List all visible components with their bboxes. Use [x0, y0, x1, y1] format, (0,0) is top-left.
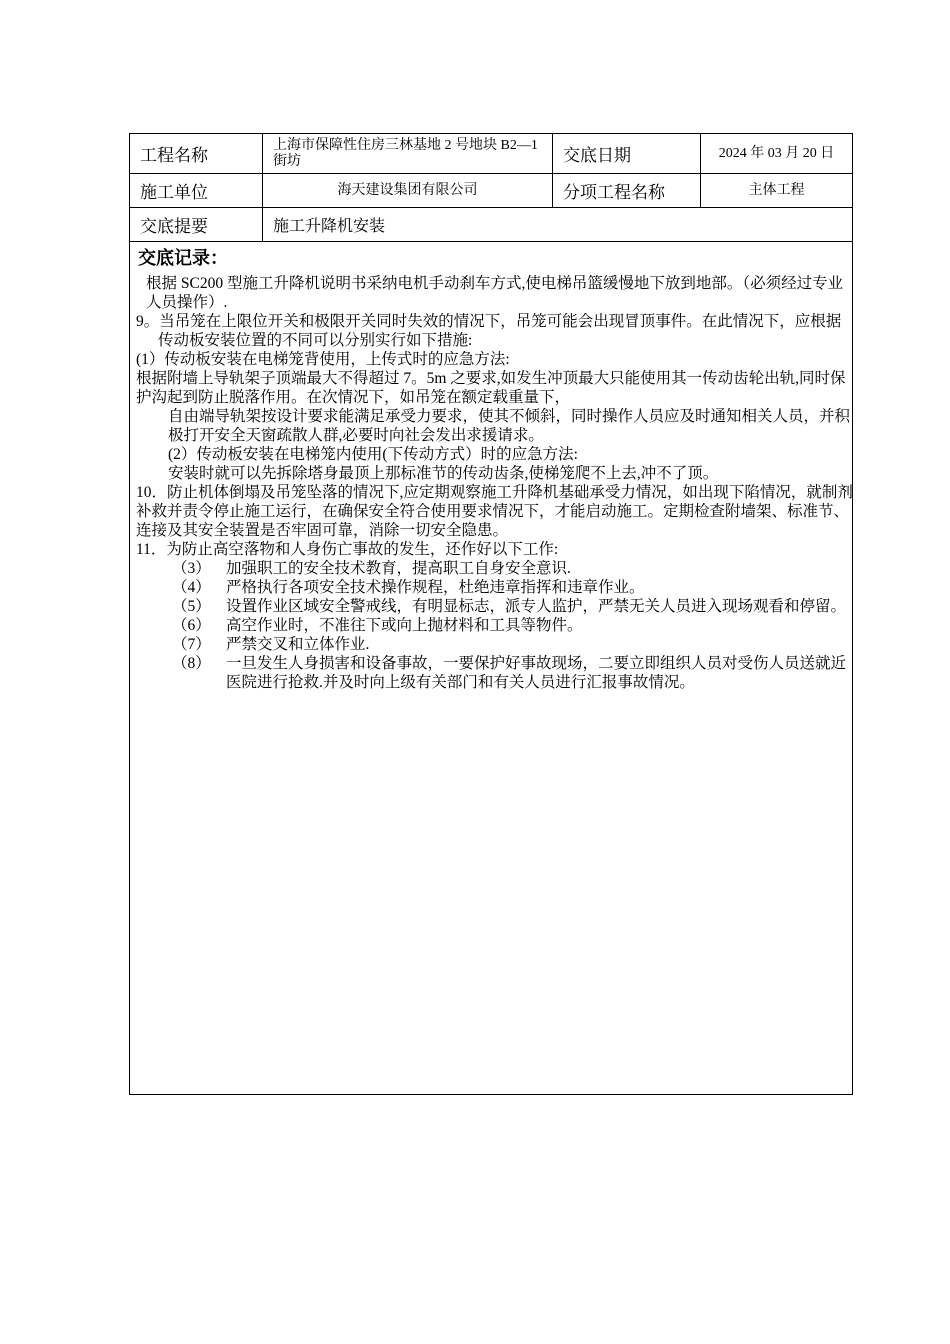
list-item-text: 一旦发生人身损害和设备事故，一要保护好事故现场，二要立即组织人员对受伤人员送就近医院进行抢救.并及时向上级有关部门和有关人员进行汇报事故情况。 — [226, 655, 847, 691]
project-name-text: 上海市保障性住房三林基地 2 号地块 B2—1 街坊 — [273, 137, 538, 169]
list-item-text: 加强职工的安全技术教育，提高职工自身安全意识. — [226, 560, 571, 577]
record-paragraph: 11．为防止高空落物和人身伤亡事故的发生，还作好以下工作: — [136, 541, 559, 558]
list-item-text: 设置作业区域安全警戒线，有明显标志，派专人监护，严禁无关人员进入现场观看和停留。 — [226, 598, 847, 615]
list-item — [172, 654, 856, 692]
list-item — [172, 635, 856, 654]
record-paragraph: (2）传动板安装在电梯笼内使用(下传动方式）时的应急方法: — [168, 446, 578, 463]
list-item-number: （3） — [172, 560, 211, 577]
project-name-value — [263, 134, 553, 173]
record-paragraph: 9。当吊笼在上限位开关和极限开关同时失效的情况下，吊笼可能会出现冒顶事件。在此情况下，应根据传动板安装位置的不同可以分别实行如下措施: — [136, 313, 842, 349]
list-item-number: （4） — [172, 579, 211, 596]
list-item-text: 严禁交叉和立体作业. — [226, 636, 370, 653]
list-item — [172, 578, 856, 597]
date-label: 交底日期 — [553, 134, 701, 173]
unit-value: 海天建设集团有限公司 — [263, 174, 553, 207]
list-item — [172, 559, 856, 578]
record-paragraph: 自由端导轨架按设计要求能满足承受力要求，使其不倾斜，同时操作人员应及时通知相关人员，并积极打开安全天窗疏散人群,必要时向社会发出求援请求。 — [168, 408, 851, 444]
row-project — [130, 134, 852, 174]
record-area — [130, 242, 852, 1094]
unit-label: 施工单位 — [130, 174, 263, 207]
list-item-text: 严格执行各项安全技术操作规程，杜绝违章指挥和违章作业。 — [226, 579, 645, 596]
row-summary — [130, 208, 852, 242]
list-item-number: （5） — [172, 598, 211, 615]
sub-project-label: 分项工程名称 — [553, 174, 701, 207]
disclosure-form — [129, 133, 853, 1095]
list-item — [172, 597, 856, 616]
list-item-number: （7） — [172, 636, 211, 653]
sub-project-value: 主体工程 — [748, 182, 805, 198]
summary-label: 交底提要 — [130, 208, 263, 241]
record-paragraph: 根据附墙上导轨架子顶端最大不得超过 7。5m 之要求,如发生冲顶最大只能使用其一传动齿轮出轨,同时保护沟起到防止脱落作用。在次情况下，如吊笼在额定载重量下， — [136, 370, 846, 406]
record-paragraph: (1）传动板安装在电梯笼背使用，上传式时的应急方法: — [136, 351, 510, 368]
record-content — [136, 274, 856, 692]
record-paragraph: 安装时就可以先拆除塔身最顶上那标准节的传动齿条,使梯笼爬不上去,冲不了顶。 — [168, 465, 719, 482]
list-item — [172, 616, 856, 635]
date-value: 2024 年 03 月 20 日 — [718, 145, 835, 161]
row-unit — [130, 174, 852, 208]
record-title: 交底记录： — [138, 248, 228, 269]
list-item-number: （8） — [172, 655, 211, 672]
record-paragraph: 10．防止机体倒塌及吊笼坠落的情况下,应定期观察施工升降机基础承受力情况，如出现下陷情况，就制剂补救并责令停止施工运行，在确保安全符合使用要求情况下，才能启动施工。定期检查附墙架、标准节、连接及其安全装置是否牢固可靠，消除一切安全隐患。 — [136, 484, 853, 539]
summary-value: 施工升降机安装 — [273, 218, 386, 235]
measure-list — [136, 559, 856, 692]
list-item-text: 高空作业时，不准往下或向上抛材料和工具等物件。 — [226, 617, 583, 634]
project-name-label: 工程名称 — [130, 134, 263, 173]
record-paragraph: 根据 SC200 型施工升降机说明书采纳电机手动刹车方式,使电梯吊篮缓慢地下放到地部。（必须经过专业人员操作）. — [146, 275, 844, 311]
list-item-number: （6） — [172, 617, 211, 634]
